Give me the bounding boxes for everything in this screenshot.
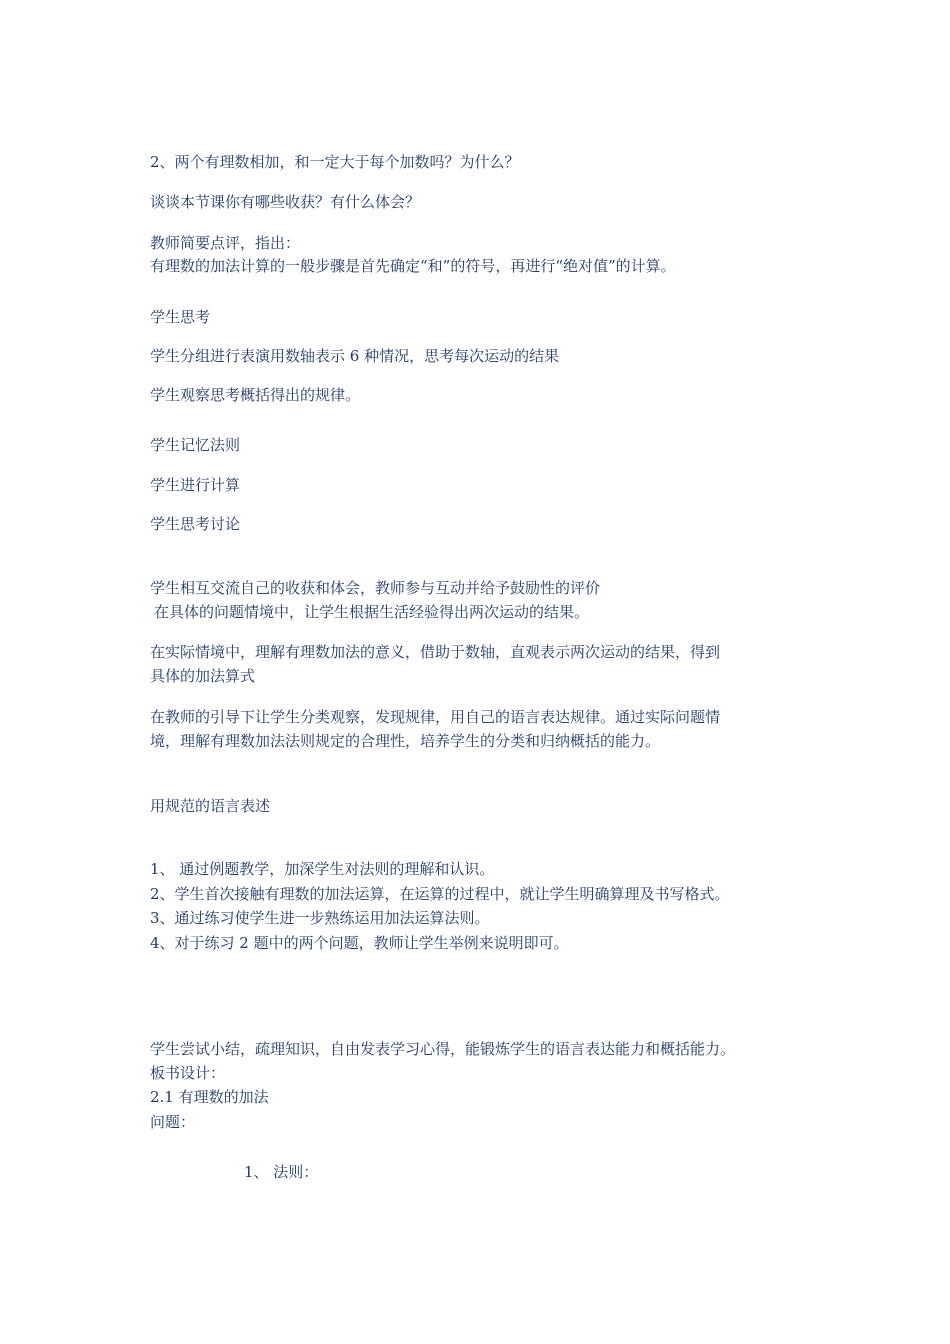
teacher-comment-heading: 教师简要点评，指出：: [150, 234, 301, 252]
question-line: 2、两个有理数相加，和一定大于每个加数吗？为什么？: [150, 153, 520, 171]
student-activity-line: 学生进行计算: [150, 476, 241, 494]
design-intent-line: 在实际情境中，理解有理数加法的意义，借助于数轴，直观表示两次运动的结果，得到: [150, 643, 721, 661]
board-design-heading: 板书设计：: [150, 1064, 226, 1082]
summary-line: 学生尝试小结，疏理知识，自由发表学习心得，能锻炼学生的语言表达能力和概括能力。: [150, 1040, 736, 1058]
design-intent-line: 学生相互交流自己的收获和体会，教师参与互动并给予鼓励性的评价: [150, 579, 601, 597]
student-activity-line: 学生分组进行表演用数轴表示 6 种情况，思考每次运动的结果: [150, 347, 560, 365]
numbered-item: 3、通过练习使学生进一步熟练运用加法运算法则。: [150, 909, 490, 927]
board-rule-item: 1、 法则：: [244, 1163, 319, 1181]
student-activity-line: 学生记忆法则: [150, 436, 241, 454]
numbered-item: 2、学生首次接触有理数的加法运算，在运算的过程中，就让学生明确算理及书写格式。: [150, 885, 730, 903]
board-question-label: 问题：: [150, 1113, 196, 1131]
design-intent-line: 用规范的语言表述: [150, 797, 271, 815]
design-intent-line: 在具体的问题情境中，让学生根据生活经验得出两次运动的结果。: [154, 603, 590, 621]
student-activity-line: 学生思考讨论: [150, 515, 241, 533]
design-intent-line: 在教师的引导下让学生分类观察，发现规律，用自己的语言表达规律。通过实际问题情: [150, 708, 721, 726]
student-activity-line: 学生思考: [150, 308, 211, 326]
numbered-item: 4、对于练习 2 题中的两个问题，教师让学生举例来说明即可。: [150, 934, 569, 952]
design-intent-line: 境，理解有理数加法法则规定的合理性，培养学生的分类和归纳概括的能力。: [150, 732, 661, 750]
student-activity-line: 学生观察思考概括得出的规律。: [150, 386, 361, 404]
board-title: 2.1 有理数的加法: [150, 1088, 269, 1106]
teacher-comment-text: 有理数的加法计算的一般步骤是首先确定“和”的符号，再进行“绝对值”的计算。: [150, 257, 676, 275]
numbered-item: 1、 通过例题教学，加深学生对法则的理解和认识。: [150, 860, 495, 878]
reflection-prompt: 谈谈本节课你有哪些收获？有什么体会？: [150, 193, 421, 211]
design-intent-line: 具体的加法算式: [150, 667, 256, 685]
